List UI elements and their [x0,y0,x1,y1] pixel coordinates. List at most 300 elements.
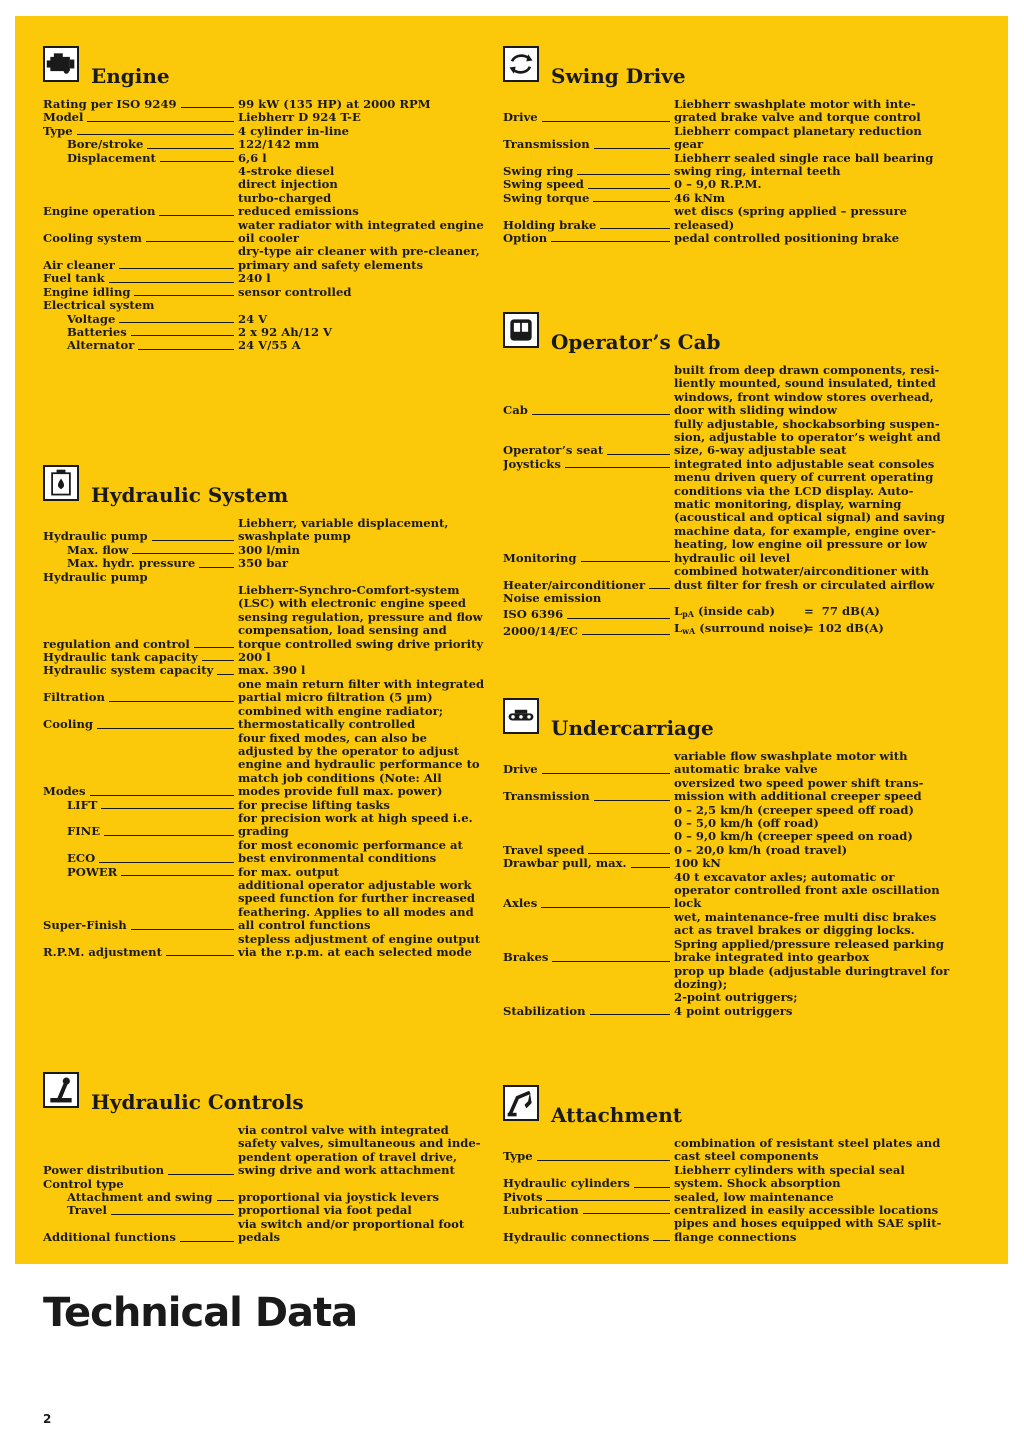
spec-value [238,651,483,664]
spec-row [43,111,483,124]
spec-label: Alternator [67,339,135,353]
spec-value [238,299,483,312]
leader-line [132,553,234,554]
spec-value-line: conditions via the LCD display. Auto- [674,483,914,498]
spec-value-line: dry-type air cleaner with pre-cleaner, [238,244,480,259]
spec-value-line: oil cooler [238,231,299,246]
spec-label: Model [43,111,84,125]
section-title: Hydraulic Controls [91,1090,304,1114]
spec-label: Hydraulic cylinders [503,1176,630,1191]
spec-value [238,678,484,705]
spec-label: Type [43,124,73,138]
spec-label: Option [503,232,548,246]
spec-value [674,965,949,1019]
spec-label: Engine idling [43,285,131,299]
section-title: Swing Drive [551,64,686,88]
spec-value [238,1124,483,1178]
section-title: Attachment [551,1103,682,1127]
spec-row [43,245,483,272]
spec-label: Drive [503,762,538,777]
spec-row [43,1124,483,1178]
spec-value-line: 240 l [238,271,271,286]
spec-value-line: engine and hydraulic performance to [238,757,480,772]
spec-value-line: for most economic performance at [238,837,463,852]
spec-label: Filtration [43,690,105,705]
spec-row [43,799,483,812]
spec-row [43,286,483,299]
spec-value-line: feathering. Applies to all modes and [238,904,474,919]
leader-line [594,148,670,149]
spec-value-line: 4 cylinder in-line [238,123,350,138]
spec-value [674,192,948,205]
spec-label: Engine operation [43,204,156,219]
leader-line [97,728,234,729]
spec-value [674,804,948,858]
spec-value-line: grading [238,824,289,839]
spec-value-line: dozing); [674,976,728,991]
spec-value-line: system. Shock absorption [674,1176,841,1191]
spec-value-line: 200 l [238,650,271,665]
spec-label: Type [503,1149,533,1164]
spec-value [238,664,483,677]
noise-subscript: pA [682,609,694,620]
spec-value-line: modes provide full max. power) [238,784,443,799]
spec-row [43,98,483,111]
spec-value [238,219,484,246]
spec-value [238,326,483,339]
spec-label: Cooling [43,717,94,732]
spec-value-line: max. 390 l [238,663,306,678]
spec-value [674,471,948,565]
spec-row [503,857,948,870]
spec-label: FINE [67,824,101,839]
leader-line [541,907,670,908]
spec-label: Attachment and swing [67,1191,213,1205]
spec-value-line: liently mounted, sound insulated, tinted [674,376,936,391]
spec-label: Drive [503,110,538,125]
spec-label: Control type [43,1177,124,1191]
spec-label: Cooling system [43,231,142,246]
spec-value-line: Liebherr swashplate motor with inte- [674,97,916,111]
spec-value-line: additional operator adjustable work [238,877,472,892]
spec-value-line: 99 kW (135 HP) at 2000 RPM [238,97,431,111]
leader-line [147,148,234,149]
engine-icon [43,46,79,82]
spec-row [503,232,948,245]
spec-value-line: four fixed modes, can also be [238,730,427,745]
leader-line [146,241,234,242]
spec-value-line: combined with engine radiator; [238,703,444,718]
spec-row [43,812,483,839]
spec-value [238,245,483,272]
spec-label: Joysticks [503,457,561,471]
spec-value-line: 0 – 9,0 km/h (creeper speed on road) [674,829,913,844]
leader-line [87,121,234,122]
spec-label: Cab [503,403,528,418]
spec-row [503,192,948,205]
spec-value [674,364,948,418]
spec-row [43,866,483,879]
leader-line [152,540,234,541]
spec-value-line: for max. output [238,864,340,879]
spec-row [43,678,483,705]
leader-line [594,800,670,801]
leader-line [101,808,234,809]
spec-value-line: size, 6-way adjustable seat [674,443,847,458]
noise-condition: (surround noise) [699,620,809,635]
track-icon [503,698,539,734]
spec-label: Hydraulic tank capacity [43,651,198,665]
excavator-arm-icon [503,1085,539,1121]
spec-value-line: safety valves, simultaneous and inde- [238,1136,481,1151]
spec-label: Hydraulic pump [43,529,148,544]
leader-line [131,929,234,930]
spec-value [238,1218,483,1245]
leader-line [159,215,234,216]
spec-row [503,965,948,1019]
spec-value [674,592,948,605]
spec-value [674,98,948,125]
spec-value-line: dust filter for fresh or circulated airflow [674,577,935,592]
spec-value-line: 0 – 2,5 km/h (creeper speed off road) [674,802,914,817]
leader-line [104,835,234,836]
spec-value [238,584,483,651]
spec-label: 2000/14/EC [503,623,578,638]
spec-row [503,205,948,232]
leader-line [119,322,234,323]
spec-value-line: 46 kNm [674,190,726,205]
spec-label: Swing ring [503,164,574,179]
spec-value-line: 24 V [238,311,268,326]
spec-value-line: heating, low engine oil pressure or low [674,537,928,552]
spec-row [503,1204,948,1217]
spec-row [503,364,948,418]
spec-value [238,879,483,933]
spec-row [503,152,948,179]
spec-value-line: swashplate pump [238,529,351,544]
noise-emission-table [503,605,948,638]
spec-label: ISO 6396 [503,607,564,622]
spec-row [43,272,483,285]
leader-line [600,228,670,229]
spec-label: POWER [67,865,118,879]
spec-value-line: all control functions [238,918,371,933]
spec-value [238,544,483,557]
spec-value-line: sion, adjustable to operator’s weight and [674,430,941,445]
spec-value-line: door with sliding window [674,403,837,418]
spec-value-line: combination of resistant steel plates and [674,1136,941,1150]
spec-label: Swing speed [503,178,584,192]
spec-value-line: via control valve with integrated [238,1123,449,1137]
leader-line [581,561,670,562]
leader-line [546,1200,670,1201]
spec-label: Swing torque [503,191,590,205]
spec-value-line: 100 kN [674,856,721,871]
spec-value-line: hydraulic oil level [674,550,791,565]
spec-row [503,1164,948,1191]
spec-value-line: via the r.p.m. at each selected mode [238,945,472,959]
spec-value-line: 40 t excavator axles; automatic or [674,869,895,884]
spec-label: regulation and control [43,636,190,651]
spec-value [238,866,483,879]
spec-value-line: match job conditions (Note: All [238,770,442,785]
spec-value [238,111,483,124]
leader-line [542,773,670,774]
leader-line [588,853,670,854]
spec-row [503,98,948,125]
cab-icon [503,312,539,348]
leader-line [134,295,234,296]
noise-row [503,605,948,621]
spec-label: LIFT [67,798,98,812]
spec-value [674,605,948,621]
spec-label: Drawbar pull, max. [503,857,627,871]
spec-row [43,879,483,933]
spec-value-line: sensing regulation, pressure and flow [238,609,483,624]
spec-value [674,458,948,471]
spec-value-line: one main return filter with integrated [238,676,485,691]
spec-label: Super-Finish [43,918,127,933]
leader-line [582,634,670,635]
spec-row [43,1191,483,1204]
spec-row [503,1217,948,1244]
spec-value-line: sealed, low maintenance [674,1189,834,1204]
leader-line [542,121,670,122]
leader-line [593,201,670,202]
spec-value-line: 4-stroke diesel [238,164,335,179]
spec-label: Operator’s seat [503,443,604,458]
spec-value [674,1204,948,1217]
spec-value-line: Liebherr-Synchro-Comfort-system [238,583,460,598]
spec-value-line: 0 – 20,0 km/h (road travel) [674,842,848,857]
leader-line [121,875,234,876]
spec-value-line: cast steel components [674,1149,819,1164]
spec-row [503,178,948,191]
spec-label: Axles [503,896,538,911]
spec-row [43,138,483,151]
spec-value [238,732,483,799]
leader-line [537,1160,670,1161]
spec-row [503,777,948,804]
spec-label: Rating per ISO 9249 [43,98,177,111]
spec-row [43,933,483,960]
hydraulic-tank-icon [43,465,79,501]
spec-row [43,313,483,326]
spec-value-line: combined hotwater/airconditioner with [674,564,929,579]
spec-value-line: 24 V/55 A [238,338,301,353]
spec-value-line: oversized two speed power shift trans- [674,775,924,790]
leader-line [631,867,670,868]
spec-value-line: adjusted by the operator to adjust [238,743,460,758]
section-engine [43,46,483,353]
noise-symbol: L [674,604,683,619]
section-attachment [503,1085,948,1244]
spec-value-line: thermostatically controlled [238,717,416,732]
spec-row [43,152,483,165]
spec-label: Electrical system [43,299,155,313]
spec-value-line: pedals [238,1230,281,1245]
spec-value [238,1178,483,1191]
spec-value-line: built from deep drawn components, resi- [674,363,940,377]
spec-value [674,857,948,870]
spec-value-line: fully adjustable, shockabsorbing suspen- [674,416,940,431]
spec-value-line: wet discs (spring applied – pressure [674,204,908,219]
page-number: 2 [43,1412,52,1426]
spec-value-line: primary and safety elements [238,257,424,272]
spec-value [238,799,483,812]
spec-label: Hydraulic pump [43,570,148,584]
spec-value-line: menu driven query of current operating [674,470,934,485]
leader-line [168,1174,234,1175]
spec-value [238,138,483,151]
leader-line [649,588,670,589]
spec-value-line: flange connections [674,1229,797,1244]
spec-value [674,125,948,152]
spec-value-line: reduced emissions [238,204,359,219]
spec-row [43,219,483,246]
spec-row [43,557,483,570]
spec-value-line: 4 point outriggers [674,1003,793,1018]
spec-label: ECO [67,851,96,866]
leader-line [202,660,234,661]
spec-value-line: 122/142 mm [238,137,320,152]
spec-value-line: Liebherr, variable displacement, [238,516,449,530]
spec-value-line: for precise lifting tasks [238,797,390,812]
spec-value [238,1204,483,1217]
spec-label: Hydraulic system capacity [43,664,214,678]
noise-level: = 77 dB(A) [804,604,880,619]
leader-line [138,349,234,350]
section-undercarriage [503,698,948,1018]
spec-label: R.P.M. adjustment [43,945,162,959]
section-title: Engine [91,64,170,88]
spec-value [238,313,483,326]
spec-value [238,517,483,544]
spec-row [43,326,483,339]
leader-line [590,1014,670,1015]
spec-row [503,750,948,777]
spec-row [43,732,483,799]
spec-label: Heater/airconditioner [503,577,646,592]
spec-row [43,664,483,677]
spec-value-line: act as travel brakes or digging locks. [674,923,915,938]
spec-label: Fuel tank [43,272,105,286]
leader-line [111,1214,234,1215]
section-title: Operator’s Cab [551,330,721,354]
spec-value-line: variable flow swashplate motor with [674,749,908,763]
spec-row [43,125,483,138]
spec-row [43,1218,483,1245]
spec-value-line: proportional via foot pedal [238,1203,412,1218]
spec-value-line: 300 l/min [238,542,300,557]
spec-label: Additional functions [43,1230,176,1245]
section-hydraulic-system [43,465,483,959]
spec-value [674,1191,948,1204]
spec-value-line: 0 – 5,0 km/h (off road) [674,816,819,831]
spec-value-line: centralized in easily accessible locations [674,1203,939,1218]
spec-value [238,125,483,138]
spec-value [238,339,483,352]
spec-value-line: partial micro filtration (5 µm) [238,690,433,705]
spec-row [503,871,948,911]
spec-value-line: brake integrated into gearbox [674,950,870,965]
leader-line [217,1200,235,1201]
spec-value-line: Liebherr cylinders with special seal [674,1162,905,1177]
spec-value [674,871,948,911]
spec-value [674,418,948,458]
spec-value-line: swing ring, internal teeth [674,164,841,179]
spec-row [503,125,948,152]
leader-line [217,674,234,675]
spec-label: Power distribution [43,1163,165,1178]
spec-value-line: 2-point outriggers; [674,990,798,1005]
spec-value-line: 0 – 9,0 R.P.M. [674,177,762,192]
joystick-icon [43,1072,79,1108]
spec-value-line: sensor controlled [238,284,352,299]
noise-condition: (inside cab) [698,604,775,619]
spec-value [238,933,483,960]
spec-label: Voltage [67,312,116,326]
spec-value [674,178,948,191]
spec-row [43,651,483,664]
spec-value-line: stepless adjustment of engine output [238,931,481,946]
spec-value-line: torque controlled swing drive priority [238,636,484,651]
spec-value-line: Liebherr compact planetary reduction [674,123,922,138]
spec-label: Displacement [67,151,156,165]
spec-value [674,1217,948,1244]
spec-row [43,1178,483,1191]
spec-row [503,911,948,965]
spec-value-line: gear [674,137,704,152]
spec-value-line: grated brake valve and torque control [674,110,921,125]
swing-arrows-icon [503,46,539,82]
spec-value [238,705,483,732]
spec-row [43,839,483,866]
spec-value [238,152,483,165]
leader-line [109,701,234,702]
spec-value-line: pedal controlled positioning brake [674,231,900,246]
spec-value-line: wet, maintenance-free multi disc brakes [674,909,937,924]
spec-value-line: (acoustical and optical signal) and saving [674,510,945,525]
spec-value [674,565,948,592]
spec-value [238,1191,483,1204]
section-hydraulic-controls [43,1072,483,1245]
spec-value-line: integrated into adjustable seat consoles [674,456,935,471]
spec-value-line: speed function for further increased [238,891,475,906]
leader-line [583,1213,670,1214]
spec-label: Noise emission [503,591,602,605]
spec-value [674,152,948,179]
spec-value-line: 350 bar [238,556,288,571]
noise-row [503,622,948,638]
spec-value [238,812,483,839]
spec-value-line: lock [674,896,702,911]
spec-value-line: operator controlled front axle oscillation [674,883,940,898]
spec-label: Max. hydr. pressure [67,557,196,571]
spec-label: Stabilization [503,1003,586,1018]
spec-row [503,471,948,565]
spec-label: Bore/stroke [67,138,144,152]
spec-row [503,458,948,471]
spec-value-line: pipes and hoses equipped with SAE split- [674,1216,942,1231]
spec-value-line: prop up blade (adjustable duringtravel for [674,963,950,978]
spec-label: Pivots [503,1190,543,1204]
spec-row [43,571,483,584]
spec-value-line: via switch and/or proportional foot [238,1216,465,1231]
spec-value-line: swing drive and work attachment [238,1163,455,1178]
leader-line [653,1240,670,1241]
spec-label: Monitoring [503,550,577,565]
